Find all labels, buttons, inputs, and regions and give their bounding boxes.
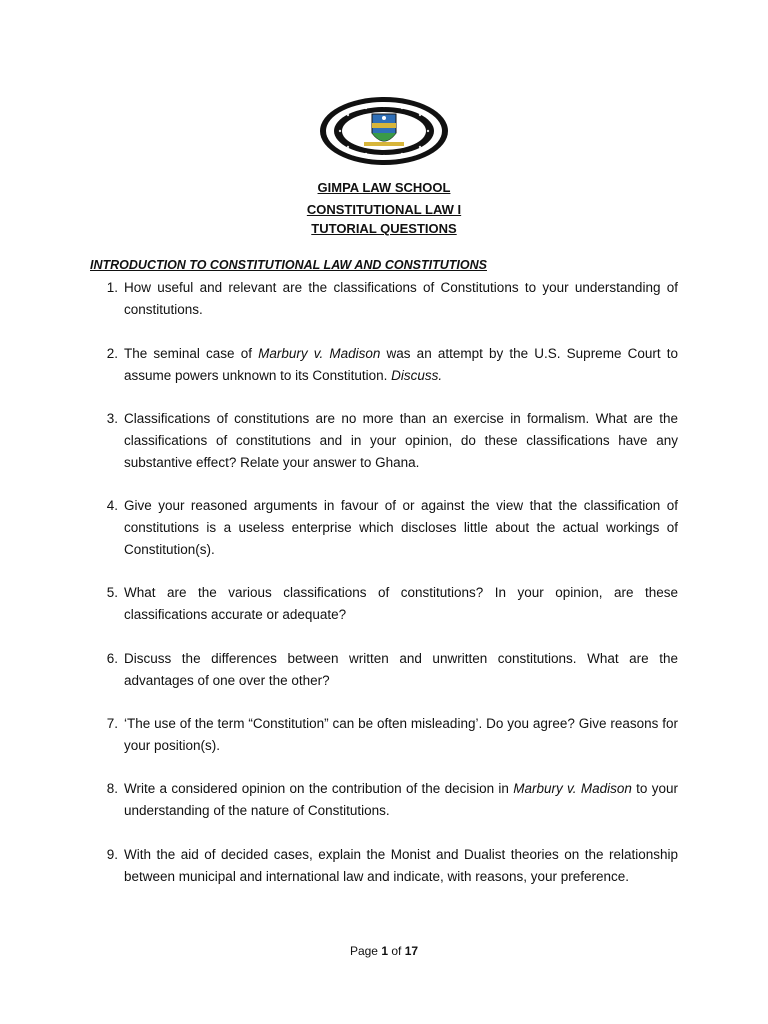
question-text: Discuss the differences between written and unwritten constitutions. What are the advantages of one over the other?	[124, 651, 678, 688]
question-item	[98, 277, 678, 321]
page-footer	[0, 942, 768, 960]
course-title: CONSTITUTIONAL LAW I	[306, 202, 462, 217]
question-number: 7.	[106, 716, 118, 731]
question-text: With the aid of decided cases, explain the Monist and Dualist theories on the relationship between municipal and international law and indicate, with reasons, your preference.	[124, 847, 678, 884]
question-item	[98, 343, 678, 387]
section-title: INTRODUCTION TO CONSTITUTIONAL LAW AND CONSTITUTIONS	[90, 258, 487, 272]
case-name: Marbury v. Madison	[513, 781, 632, 796]
question-item	[98, 713, 678, 757]
question-number: 6.	[106, 651, 118, 666]
document-subtitle: TUTORIAL QUESTIONS	[311, 221, 457, 236]
question-item	[98, 648, 678, 692]
question-number: 1.	[106, 280, 118, 295]
case-name: Marbury v. Madison	[258, 346, 381, 361]
question-item	[98, 495, 678, 561]
question-number: 8.	[106, 781, 118, 796]
total-pages: 17	[404, 944, 419, 958]
question-number: 3.	[106, 411, 118, 426]
question-item	[98, 408, 678, 474]
question-text: Write a considered opinion on the contribution of the decision in Marbury v. Madison to your understanding of the nature of Constitutions.	[124, 781, 678, 818]
question-number: 9.	[106, 847, 118, 862]
gimpa-crest-icon	[318, 95, 450, 167]
question-text: ‘The use of the term “Constitution” can be often misleading’. Do you agree? Give reasons for your position(s).	[124, 716, 678, 753]
question-number: 2.	[106, 346, 118, 361]
of-label: of	[391, 944, 402, 958]
question-text: Give your reasoned arguments in favour of or against the view that the classification of constitutions is a useless enterprise which discloses little about the actual workings of Constitution(s).	[124, 498, 678, 557]
question-number: 4.	[106, 498, 118, 513]
question-item	[98, 844, 678, 888]
question-text: What are the various classifications of constitutions? In your opinion, are these classifications accurate or adequate?	[124, 585, 678, 622]
question-item	[98, 582, 678, 626]
current-page: 1	[381, 944, 388, 958]
question-text: Classifications of constitutions are no more than an exercise in formalism. What are the classifications of constitutions and in your opinion, do these classifications have any substantive effect? Relate your answer to Ghana.	[124, 411, 678, 470]
question-number: 5.	[106, 585, 118, 600]
question-text: How useful and relevant are the classifications of Constitutions to your understanding of constitutions.	[124, 280, 678, 317]
school-title: GIMPA LAW SCHOOL	[317, 180, 451, 195]
page-label: Page	[349, 944, 378, 958]
question-item	[98, 778, 678, 822]
question-text: The seminal case of Marbury v. Madison was an attempt by the U.S. Supreme Court to assume powers unknown to its Constitution. Discuss.	[124, 346, 678, 383]
